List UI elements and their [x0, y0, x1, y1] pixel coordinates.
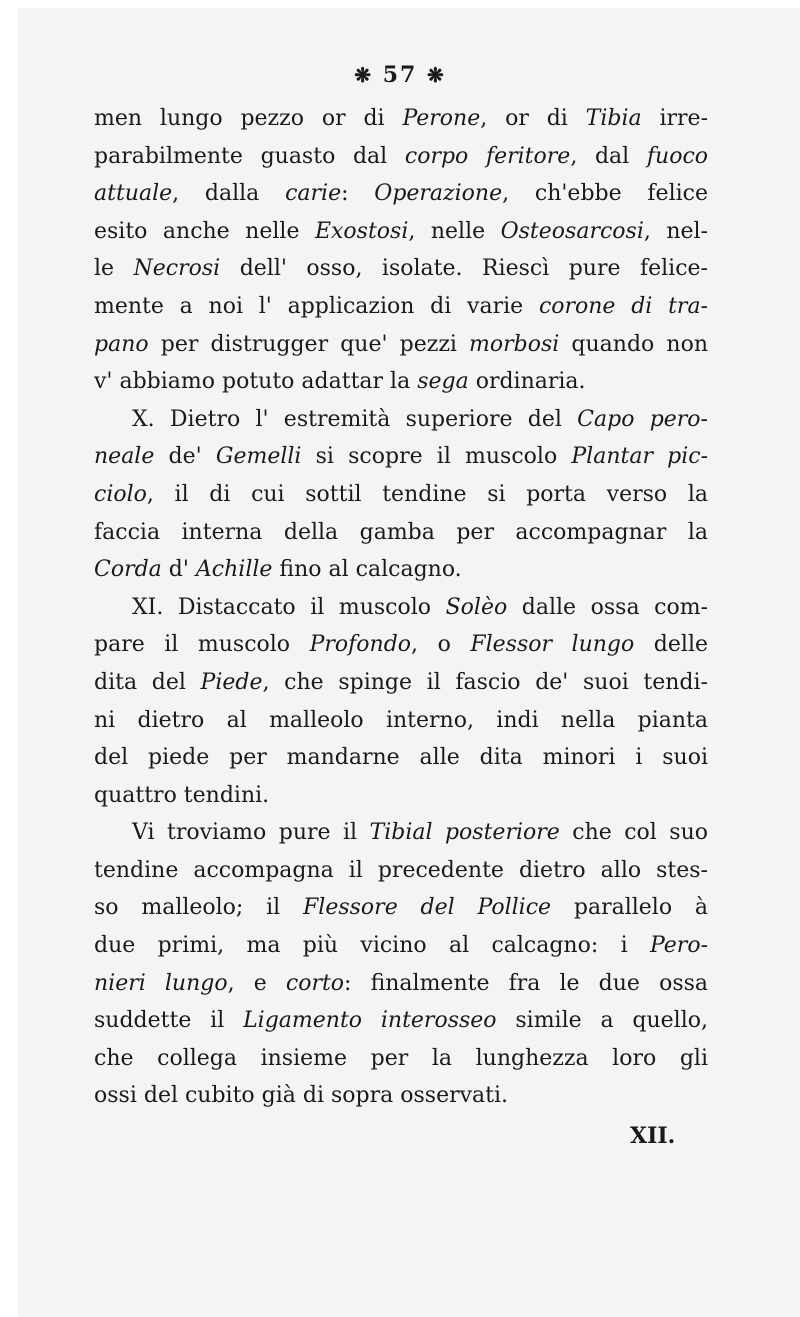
- text-run: due primi, ma più vicino al calcagno: i: [94, 933, 650, 959]
- page-margin-left: [0, 0, 18, 1317]
- italic-term: Perone: [402, 106, 481, 131]
- text-line: [94, 438, 708, 476]
- text-run: suddette il: [94, 1008, 244, 1034]
- text-run: tendine accompagna il precedente dietro allo stes-: [94, 857, 708, 883]
- ornament-right-icon: ❋: [426, 63, 446, 87]
- text-run: , dalla: [172, 181, 286, 207]
- text-line: [94, 814, 708, 852]
- italic-term: Flessore del Pollice: [303, 895, 552, 921]
- text-run: del piede per mandarne alle dita minori i suoi: [94, 745, 708, 771]
- text-run: so malleolo; il: [94, 895, 304, 921]
- text-run: irre-: [641, 106, 708, 131]
- text-line: [94, 401, 708, 439]
- italic-term: Ligamento interosseo: [243, 1008, 497, 1034]
- italic-term: ciolo: [94, 481, 147, 507]
- text-run: v' abbiamo potuto adattar la: [94, 369, 418, 395]
- text-run: dita del: [94, 669, 201, 695]
- text-line: [94, 664, 708, 702]
- italic-term: morbosi: [469, 331, 560, 357]
- text-run: , o: [411, 632, 471, 658]
- text-line: [94, 1040, 708, 1078]
- italic-term: Osteosarcosi: [500, 218, 644, 244]
- italic-term: Achille: [195, 557, 273, 583]
- italic-term: Necrosi: [133, 256, 221, 282]
- italic-term: corto: [285, 970, 345, 996]
- italic-term: Operazione: [374, 181, 503, 207]
- text-line: [94, 138, 708, 176]
- italic-term: corpo feritore: [404, 143, 571, 169]
- text-run: per distrugger que' pezzi: [148, 331, 470, 357]
- italic-term: fuoco: [646, 143, 708, 169]
- text-run: , nelle: [408, 218, 501, 244]
- text-line: [94, 927, 708, 965]
- text-run: , ch'ebbe felice: [502, 181, 708, 207]
- text-line: [94, 1077, 708, 1115]
- text-line: [94, 889, 708, 927]
- italic-term: Tibia: [585, 106, 642, 131]
- text-run: ordinaria.: [468, 369, 586, 395]
- text-run: parabilmente guasto dal: [94, 143, 405, 169]
- italic-term: nieri lungo: [94, 970, 228, 996]
- italic-term: Profondo: [309, 632, 412, 658]
- text-run: d': [161, 557, 196, 583]
- italic-term: Exostosi: [314, 218, 409, 244]
- text-run: , e: [227, 970, 286, 996]
- italic-term: Pero-: [649, 933, 708, 959]
- italic-term: corone di tra-: [538, 293, 708, 319]
- text-run: simile a quello,: [496, 1008, 708, 1034]
- text-run: le: [94, 256, 134, 282]
- text-line: [94, 739, 708, 777]
- text-line: [94, 1002, 708, 1040]
- text-run: ossi del cubito già di sopra osservati.: [94, 1083, 509, 1109]
- text-run: faccia interna della gamba per accompagnar la: [94, 519, 708, 545]
- italic-term: Tibial posteriore: [369, 820, 560, 846]
- text-run: che col suo: [559, 820, 708, 846]
- text-line: [94, 213, 708, 251]
- text-line: [94, 326, 708, 364]
- text-line: [94, 514, 708, 552]
- text-run: mente a noi l' applicazion di varie: [94, 293, 539, 319]
- page-margin-top: [0, 0, 800, 8]
- text-line: [94, 250, 708, 288]
- text-run: ni dietro al malleolo interno, indi nella pianta: [94, 707, 708, 733]
- text-run: , or di: [480, 106, 586, 131]
- text-run: che collega insieme per la lunghezza loro gli: [94, 1045, 708, 1071]
- text-line: [94, 777, 708, 815]
- italic-term: neale: [94, 444, 155, 470]
- text-run: :: [341, 181, 375, 207]
- text-line: [94, 965, 708, 1003]
- italic-term: Gemelli: [215, 444, 302, 470]
- text-line: [94, 589, 708, 627]
- italic-term: Piede: [200, 669, 263, 695]
- text-line: [94, 852, 708, 890]
- text-run: fino al calcagno.: [272, 557, 462, 583]
- text-line: [94, 551, 708, 589]
- italic-term: sega: [417, 369, 469, 395]
- italic-term: carie: [285, 181, 342, 207]
- text-run: esito anche nelle: [94, 218, 315, 244]
- text-run: , nel-: [643, 218, 708, 244]
- italic-term: Corda: [94, 557, 162, 583]
- page-header: [0, 62, 800, 88]
- text-run: pare il muscolo: [94, 632, 310, 658]
- text-line: [94, 476, 708, 514]
- italic-term: pano: [94, 331, 149, 357]
- text-run: de': [154, 444, 216, 470]
- text-line: [94, 288, 708, 326]
- text-run: , dal: [570, 143, 647, 169]
- text-run: , che spinge il fascio de' suoi tendi-: [262, 669, 708, 695]
- text-run: si scopre il muscolo: [301, 444, 572, 470]
- text-line: [94, 702, 708, 740]
- text-run: delle: [634, 632, 708, 658]
- ornament-left-icon: ❋: [354, 63, 374, 87]
- text-run: quattro tendini.: [94, 782, 270, 808]
- text-run: , il di cui sottil tendine si porta verso la: [146, 481, 708, 507]
- text-run: quando non: [559, 331, 708, 357]
- text-run: men lungo pezzo or di: [94, 106, 403, 131]
- text-run: dalle ossa com-: [507, 594, 708, 620]
- italic-term: Plantar pic-: [571, 444, 708, 470]
- italic-term: attuale: [94, 181, 173, 207]
- text-line: [94, 175, 708, 213]
- text-run: Vi troviamo pure il: [132, 820, 370, 846]
- text-run: : finalmente fra le due ossa: [344, 970, 708, 996]
- text-run: XI. Distaccato il muscolo: [132, 594, 446, 620]
- text-line: [94, 363, 708, 401]
- italic-term: Flessor lungo: [470, 632, 635, 658]
- catchword: XII.: [630, 1123, 676, 1149]
- text-run: dell' osso, isolate. Riescì pure felice-: [220, 256, 708, 282]
- text-line: [94, 100, 708, 138]
- body-text: [94, 100, 708, 1115]
- text-run: parallelo à: [551, 895, 708, 921]
- page-number: 57: [382, 62, 418, 88]
- text-run: X. Dietro l' estremità superiore del: [132, 406, 578, 432]
- italic-term: Solèo: [445, 594, 508, 620]
- italic-term: Capo pero-: [577, 406, 708, 432]
- text-line: [94, 626, 708, 664]
